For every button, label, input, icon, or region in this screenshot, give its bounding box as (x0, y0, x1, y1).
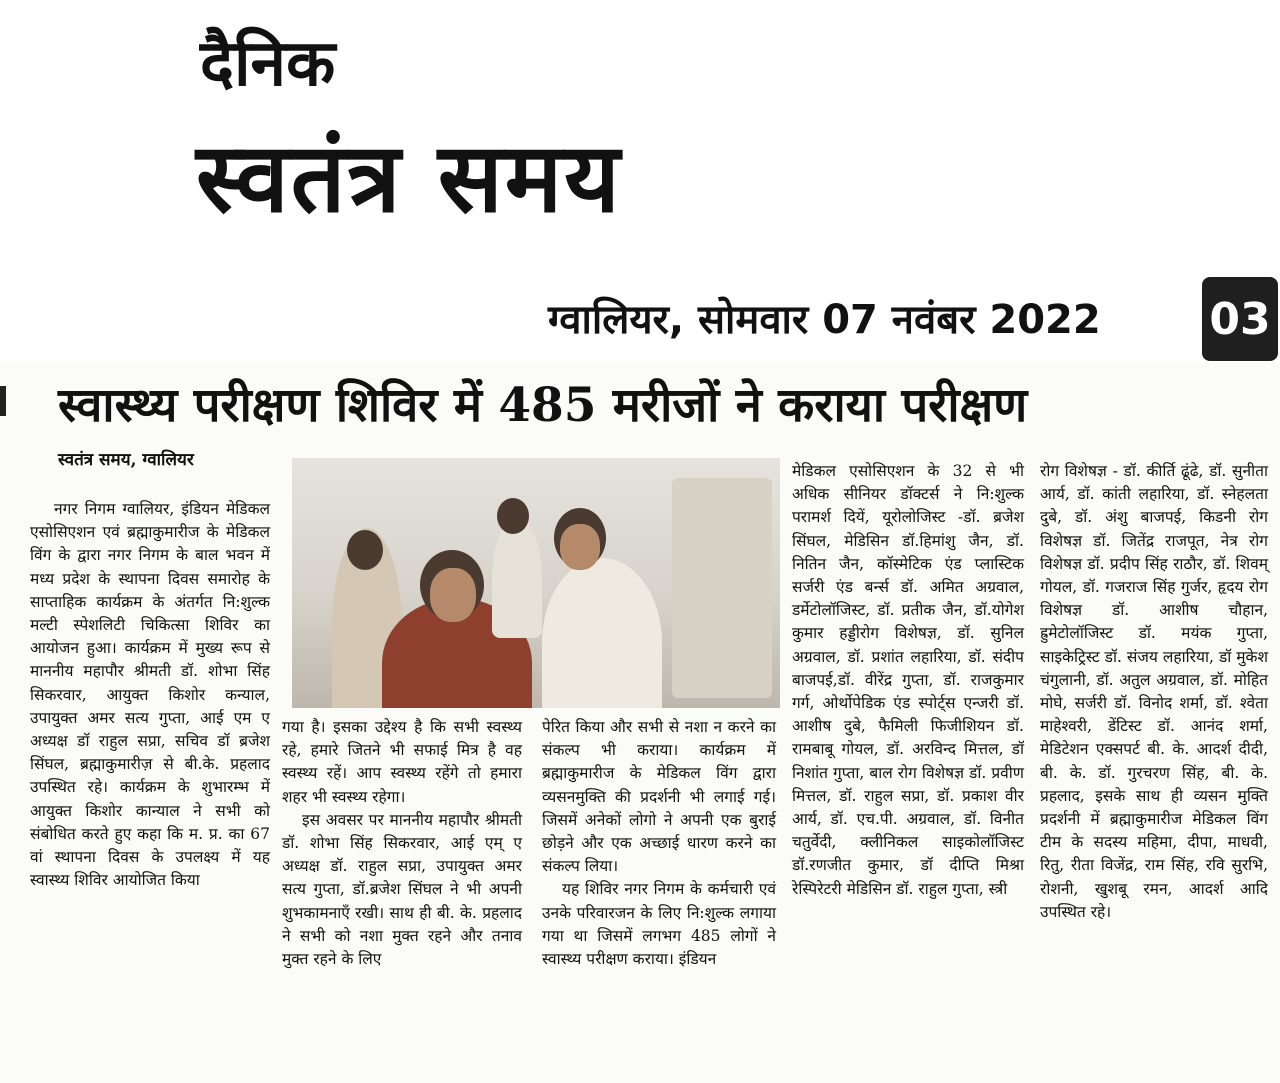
photo-face-right (560, 524, 600, 570)
photo-face-center (430, 568, 476, 622)
dateline: ग्वालियर, सोमवार 07 नवंबर 2022 (548, 297, 1101, 343)
page-number-badge: 03 (1202, 277, 1278, 361)
masthead-title: स्वतंत्र समय (196, 122, 622, 234)
photo-head-back (497, 498, 529, 534)
column-5-text: रोग विशेषज्ञ - डॉ. कीर्ति ढूंढे, डॉ. सुनीता आर्य, डॉ. कांती लहारिया, डॉ. स्नेहलता दुबे, डॉ. अंशु बाजपई, किडनी रोग विशेषज्ञ डॉ. जितेंद्र राजपूत, नेत्र रोग विशेषज्ञ डॉ. प्रदीप सिंह राठौर, डॉ. शिवम् गोयल, डॉ. गजराज सिंह गुर्जर, हृदय रोग विशेषज्ञ डॉ. आशीष चौहान, ह्रुमेटोलॉजिस्ट डॉ. मयंक गुप्ता, साइकेट्रिस्ट डॉ. संजय लहारिया, डॉ मुकेश चंगुलानी, डॉ. अतुल अग्रवाल, डॉ. मोहित मोघे, सर्जरी डॉ. विनोद शर्मा, डॉ. श्वेता माहेश्वरी, डेंटिस्ट डॉ. आनंद शर्मा, मेडिटेशन एक्सपर्ट बी. के. आदर्श दीदी, बी. के. डॉ. गुरचरण सिंह, बी. के. प्रहलाद, इसके साथ ही व्यसन मुक्ति प्रदर्शनी में ब्रह्माकुमारीज मेडिकल विंग टीम के सदस्य महिमा, दीपा, माधवी, रितु, रीता विजेंद्र, राम सिंह, रवि सुरभि, रोशनी, खुशबू रमन, आदर्श आदि उपस्थित रहे। (1040, 462, 1268, 921)
photo-display-stand (672, 478, 772, 698)
left-edge-mark (0, 386, 6, 416)
article-photo (292, 458, 780, 708)
column-4-text: मेडिकल एसोसिएशन के 32 से भी अधिक सीनियर डॉक्टर्स ने नि:शुल्क परामर्श दियें, यूरोलोजिस्ट -डॉ. ब्रजेश सिंघल, मेडिसिन डॉ.हिमांशु जैन, डॉ. नितिन जैन, कॉस्मेटिक एंड प्लास्टिक सर्जरी एंड बर्न्स डॉ. अमित अग्रवाल, डर्मेटोलॉजिस्ट, डॉ. प्रतीक जैन, डॉ.योगेश कुमार हड्डीरोग विशेषज्ञ, डॉ. सुनिल अग्रवाल, डॉ. प्रशांत लहारिया, डॉ. संदीप बाजपई,डॉ. वीरेंद्र गुप्ता, डॉ. राजकुमार गर्ग, ओर्थोपेडिक एंड स्पोर्ट्स एन्जरी डॉ. आशीष दुबे, फैमिली फिजीशियन डॉ. रामबाबू गोयल, डॉ. अरविन्द मित्तल, डॉ निशांत गुप्ता, बाल रोग विशेषज्ञ डॉ. प्रवीण मित्तल, डॉ. राहुल सप्रा, डॉ. प्रकाश वीर आर्य, डॉ. एच.पी. अग्रवाल, डॉ. विनीत चतुर्वेदी, क्लीनिकल साइकोलॉजिस्ट डॉ.रणजीत कुमार, डॉ दीप्ति मिश्रा रेस्पिरेटरी मेडिसिन डॉ. राहुल गुप्ता, स्त्री (792, 462, 1024, 898)
article-column-3 (542, 716, 776, 971)
masthead-subtitle: दैनिक (200, 27, 336, 101)
article-column-1 (30, 498, 270, 892)
column-1-text: नगर निगम ग्वालियर, इंडियन मेडिकल एसोसिएशन एवं ब्रह्माकुमारीज के मेडिकल विंग के द्वारा नगर निगम के बाल भवन में मध्य प्रदेश के स्थापना दिवस समारोह के साप्ताहिक कार्यक्रम के अंतर्गत नि:शुल्क मल्टी स्पेशलिटी चिकित्सा शिविर का आयोजन हुआ। कार्यक्रम में मुख्य रूप से माननीय महापौर श्रीमती डॉ. शोभा सिंह सिकरवार, आयुक्त किशोर कन्याल, उपायुक्त अमर सत्य गुप्ता, आई एम ए अध्यक्ष डॉ राहुल सप्रा, सचिव डॉ ब्रजेश सिंघल, ब्रह्माकुमारीज़ से बी.के. प्रहलाद उपस्थित रहे। कार्यक्रम के शुभारम्भ में आयुक्त किशोर कान्याल ने सभी को संबोधित करते हुए कहा कि म. प्र. का 67 वां स्थापना दिवस के उपलक्ष्य में यह स्वास्थ्य शिविर आयोजित किया (30, 500, 270, 890)
article-byline: स्वतंत्र समय, ग्वालियर (58, 450, 194, 470)
article-column-2 (282, 716, 522, 971)
column-2-text-b: इस अवसर पर माननीय महापौर श्रीमती डॉ. शोभा सिंह सिकरवार, आई एम् ए अध्यक्ष डॉ. राहुल सप्रा, उपायुक्त अमर सत्य गुप्ता, डॉ.ब्रजेश सिंघल ने भी अपनी शुभकामनाएँ रखी। साथ ही बी. के. प्रहलाद ने सभी को नशा मुक्त रहने और तनाव मुक्त रहने के लिए (282, 810, 522, 969)
photo-head-left (347, 530, 383, 570)
column-3-text-a: पेरित किया और सभी से नशा न करने का संकल्प भी कराया। कार्यक्रम में ब्रह्माकुमारीज के मेडिकल विंग द्वारा व्यसनमुक्ति की प्रदर्शनी भी लगाई गई। जिसमें अनेकों लोगो ने अपनी एक बुराई छोड़ने और एक अच्छाई धारण करने का संकल्प लिया। (542, 718, 776, 876)
article-column-5 (1040, 460, 1268, 924)
column-2-text-a: गया है। इसका उद्देश्य है कि सभी स्वस्थ्य रहे, हमारे जितने भी सफाई मित्र है वह स्वस्थ्य रहें। आप स्वस्थ्य रहेंगे तो हमारा शहर भी स्वस्थ्य रहेगा। (282, 718, 522, 806)
article-column-4 (792, 460, 1024, 901)
column-3-text-b: यह शिविर नगर निगम के कर्मचारी एवं उनके परिवारजन के लिए नि:शुल्क लगाया गया था जिसमें लगभग 485 लोगों ने स्वास्थ्य परीक्षण कराया। इंडियन (542, 880, 776, 969)
photo-person-back (492, 518, 542, 638)
article-headline: स्वास्थ्य परीक्षण शिविर में 485 मरीजों ने कराया परीक्षण (58, 378, 1028, 433)
